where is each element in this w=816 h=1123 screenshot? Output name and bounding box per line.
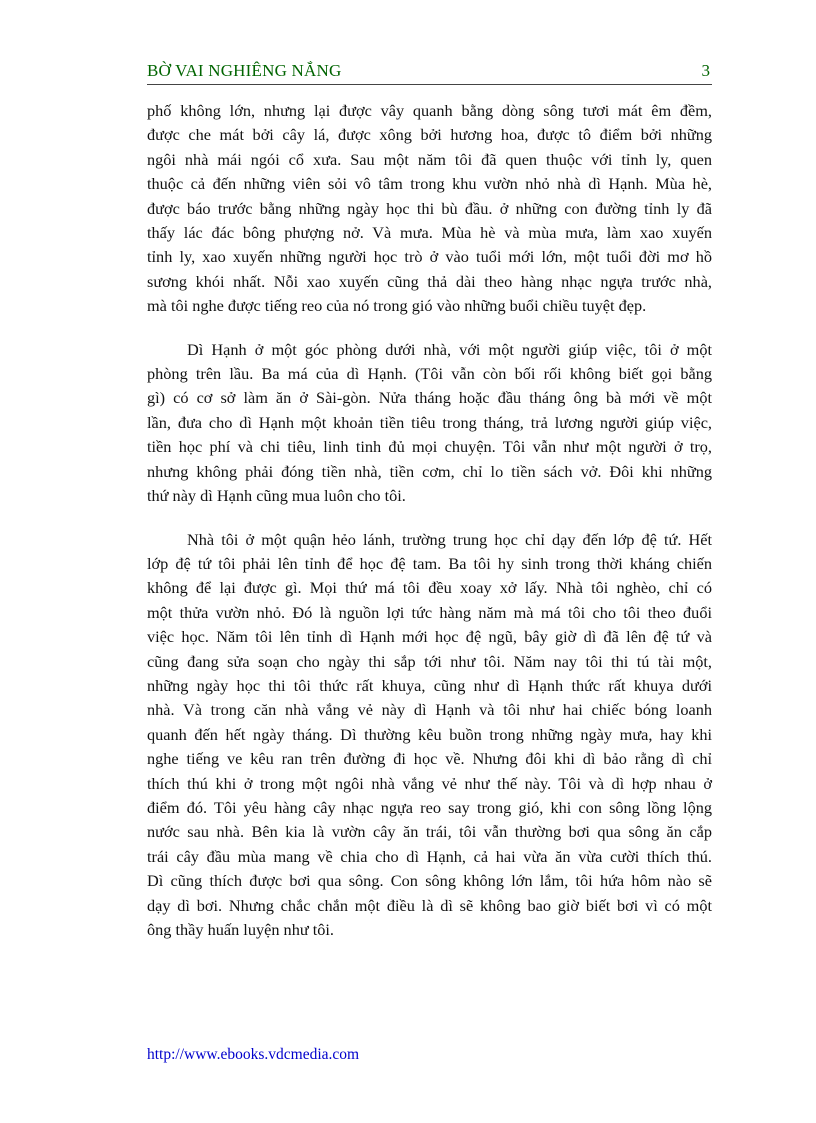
text-line: sương khói nhất. Nỗi xao xuyến cũng thả dài theo hàng nhạc ngựa trước nhà, [147,271,712,291]
text-line: những ngày học thi tôi thức rất khuya, cũng như dì Hạnh thức rất khuya dưới [147,675,712,695]
text-line: phòng trên lầu. Ba má của dì Hạnh. (Tôi vẫn còn bối rối không biết gọi bằng [147,364,712,384]
text-line: thứ này dì Hạnh cũng mua luôn cho tôi. [147,486,406,506]
paragraph [147,338,712,509]
page-number: 3 [701,61,710,80]
text-line: thấy lác đác bông phượng nở. Và mưa. Mùa hè và mùa mưa, làm xao xuyến [147,223,712,243]
paragraph [147,99,712,319]
text-line: quanh đến hết ngày tháng. Dì thường kêu buồn trong những ngày mưa, hay khi [147,724,712,744]
text-line: Nhà tôi ở một quận hẻo lánh, trường trung học chỉ dạy đến lớp đệ tứ. Hết [187,529,712,549]
text-line: trái cây đầu mùa mang về chia cho dì Hạnh, cả hai vừa ăn vừa cười thích thú. [147,846,712,866]
text-line: được báo trước bằng những ngày học thi bù đầu. ở những con đường tỉnh ly đã [147,198,712,218]
text-line: nước sau nhà. Bên kia là vườn cây ăn trái, tôi vẫn thường bơi qua sông ăn cắp [147,822,712,842]
text-line: một thửa vườn nhỏ. Đó là nguồn lợi tức hàng năm mà má tôi cho tôi theo đuổi [147,602,712,622]
paragraph [147,528,712,943]
text-line: Dì cũng thích được bơi qua sông. Con sông không lớn lắm, tôi hứa hôm nào sẽ [147,871,712,891]
text-line: thuộc cả đến những viên sỏi vô tâm trong khu vườn nhỏ nhà dì Hạnh. Mùa hè, [147,174,712,194]
text-line: ngôi nhà mái ngói cổ xưa. Sau một năm tôi đã quen thuộc với tỉnh ly, quen [147,149,712,169]
text-line: tỉnh ly, xao xuyến những người học trò ở vào tuổi mới lớn, một tuổi đời mơ hồ [147,247,712,267]
text-line: mà tôi nghe được tiếng reo của nó trong gió vào những buổi chiều tuyệt đẹp. [147,296,647,316]
text-line: gì) có cơ sở làm ăn ở Sài-gòn. Nửa tháng hoặc đầu tháng ông bà mới về một [147,388,712,408]
text-line: thích thú khi ở trong một ngôi nhà vắng vẻ như thế này. Tôi và dì hợp nhau ở [147,773,712,793]
text-line: dạy dì bơi. Nhưng chắc chắn một điều là dì sẽ không bao giờ biết bơi vì có một [147,895,712,915]
text-line: ông thầy huấn luyện như tôi. [147,920,334,939]
text-line: cũng đang sửa soạn cho ngày thi sắp tới như tôi. Năm nay tôi thi tú tài một, [147,651,712,671]
book-title: BỜ VAI NGHIÊNG NẮNG [147,61,342,80]
text-line: không để lại được gì. Mọi thứ má tôi đều xoay xở lấy. Nhà tôi nghèo, chỉ có [147,578,712,598]
page-body [147,99,712,961]
text-line: lớp đệ tứ tôi phải lên tỉnh để học đệ tam. Ba tôi hy sinh trong thời kháng chiến [147,553,712,573]
text-line: điểm đó. Tôi yêu hàng cây nhạc ngựa reo say trong gió, khi con sông lồng lộng [147,797,712,817]
page-header [147,60,712,85]
text-line: nhưng không phải đóng tiền nhà, tiền cơm, chỉ lo tiền sách vở. Đôi khi những [147,461,712,481]
text-line: lần, đưa cho dì Hạnh một khoản tiền tiêu trong tháng, trả lương người giúp việc, [147,412,712,432]
text-line: việc học. Năm tôi lên tỉnh dì Hạnh mới học đệ ngũ, bây giờ dì đã lên đệ tứ và [147,627,712,647]
text-line: nghe tiếng ve kêu ran trên đường đi học về. Nhưng đôi khi dì bảo rằng dì chỉ [147,749,712,769]
text-line: tiền học phí và chi tiêu, linh tinh đủ mọi chuyện. Tôi vẫn như một người ở trọ, [147,437,712,457]
text-line: được che mát bởi cây lá, được xông bởi hương hoa, được tô điểm bởi những [147,125,712,145]
text-line: nhà. Và trong căn nhà vắng vẻ này dì Hạnh và tôi như hai chiếc bóng loanh [147,700,712,720]
text-line: phố không lớn, nhưng lại được vây quanh bằng dòng sông tươi mát êm đềm, [147,101,712,120]
footer-website-link[interactable]: http://www.ebooks.vdcmedia.com [147,1046,360,1063]
text-line: Dì Hạnh ở một góc phòng dưới nhà, với một người giúp việc, tôi ở một [187,339,712,359]
